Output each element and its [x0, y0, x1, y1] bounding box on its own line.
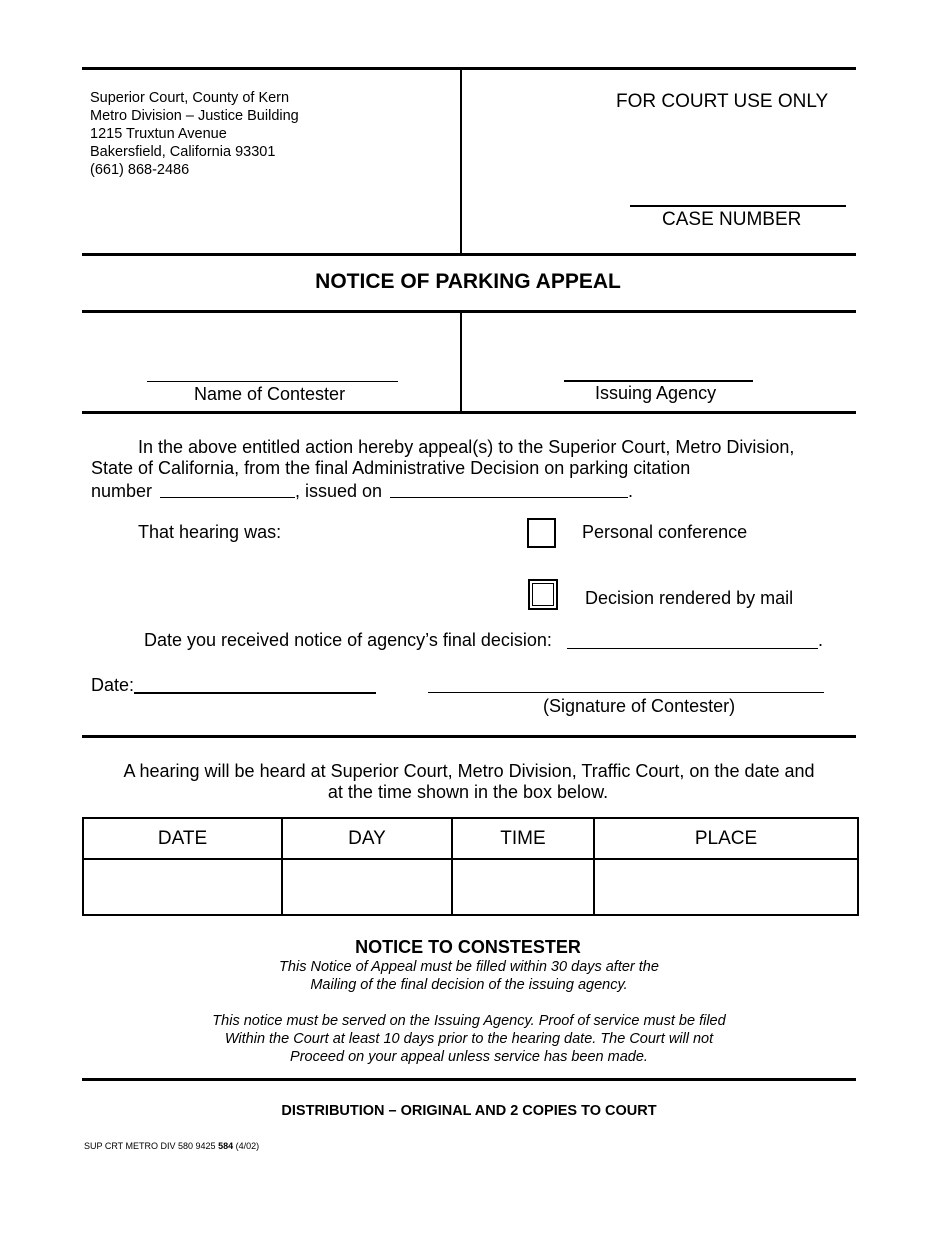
- address-line: (661) 868-2486: [90, 162, 190, 178]
- hearing-schedule-table: [82, 817, 859, 916]
- form-id-prefix: SUP CRT METRO DIV 580 9425: [84, 1141, 219, 1151]
- form-id: [84, 1141, 259, 1151]
- court-address: [90, 89, 299, 179]
- hearing-type-label: That hearing was:: [138, 522, 282, 542]
- issued-on-field[interactable]: [390, 497, 628, 498]
- column-header-place: PLACE: [594, 818, 858, 859]
- column-header-time: TIME: [452, 818, 594, 859]
- appeal-text-line-2: State of California, from the final Administrative Decision on parking citation: [91, 458, 691, 478]
- footer-rule: [82, 1078, 856, 1081]
- citation-number-field[interactable]: [160, 497, 295, 498]
- column-header-day: DAY: [282, 818, 452, 859]
- notice-text-line: Mailing of the final decision of the issuing agency.: [310, 977, 628, 993]
- for-court-use-label: FOR COURT USE ONLY: [616, 91, 829, 112]
- contester-name-label: Name of Contester: [194, 384, 346, 404]
- form-id-date: (4/02): [233, 1141, 260, 1151]
- issued-on-period: .: [628, 481, 634, 501]
- personal-conference-label: Personal conference: [582, 522, 748, 542]
- notice-received-period: .: [818, 630, 824, 650]
- notice-text-line: This notice must be served on the Issuing Agency. Proof of service must be filed: [212, 1013, 726, 1029]
- date-label: Date:: [91, 675, 135, 695]
- notice-text-line: Proceed on your appeal unless service has been made.: [290, 1049, 648, 1065]
- notice-received-date-field[interactable]: [567, 648, 818, 649]
- signature-label: (Signature of Contester): [543, 696, 736, 716]
- decision-by-mail-checkbox-inner: [532, 583, 554, 606]
- distribution-note: DISTRIBUTION – ORIGINAL AND 2 COPIES TO COURT: [281, 1103, 657, 1119]
- notice-text-line: This Notice of Appeal must be filled within 30 days after the: [279, 959, 659, 975]
- section-rule: [82, 735, 856, 738]
- hearing-info-line-1: A hearing will be heard at Superior Court, Metro Division, Traffic Court, on the date and: [123, 761, 815, 781]
- contester-name-field[interactable]: [147, 381, 398, 382]
- table-header-row: [83, 818, 858, 859]
- issued-on-label: , issued on: [295, 481, 383, 501]
- time-cell[interactable]: [452, 859, 594, 915]
- date-cell[interactable]: [83, 859, 282, 915]
- day-cell[interactable]: [282, 859, 452, 915]
- address-line: Metro Division – Justice Building: [90, 108, 299, 124]
- notice-text-line: Within the Court at least 10 days prior to the hearing date. The Court will not: [224, 1031, 714, 1047]
- issuing-agency-field[interactable]: [564, 380, 753, 382]
- parties-top-rule: [82, 310, 856, 313]
- notice-heading: NOTICE TO CONSTESTER: [355, 937, 581, 957]
- page-title: NOTICE OF PARKING APPEAL: [315, 270, 621, 293]
- appeal-text-line-1: In the above entitled action hereby appeal(s) to the Superior Court, Metro Division,: [138, 437, 795, 457]
- place-cell[interactable]: [594, 859, 858, 915]
- signature-field[interactable]: [428, 692, 824, 693]
- header-bottom-rule: [82, 253, 856, 256]
- decision-by-mail-label: Decision rendered by mail: [585, 588, 794, 608]
- citation-number-label: number: [91, 481, 153, 501]
- address-line: 1215 Truxtun Avenue: [90, 126, 227, 142]
- address-line: Bakersfield, California 93301: [90, 144, 276, 160]
- personal-conference-checkbox[interactable]: [527, 518, 556, 548]
- header-divider: [460, 67, 462, 255]
- notice-received-label: Date you received notice of agency’s final decision:: [144, 630, 552, 650]
- table-row: [83, 859, 858, 915]
- issuing-agency-label: Issuing Agency: [595, 383, 717, 403]
- date-field[interactable]: [134, 692, 376, 694]
- case-number-label: CASE NUMBER: [662, 209, 802, 230]
- parties-bottom-rule: [82, 411, 856, 414]
- case-number-line[interactable]: [630, 205, 846, 207]
- column-header-date: DATE: [83, 818, 282, 859]
- hearing-info-line-2: at the time shown in the box below.: [327, 782, 609, 802]
- address-line: Superior Court, County of Kern: [90, 90, 290, 106]
- parties-divider: [460, 310, 462, 413]
- header-top-rule: [82, 67, 856, 70]
- form-id-number: 584: [218, 1141, 234, 1151]
